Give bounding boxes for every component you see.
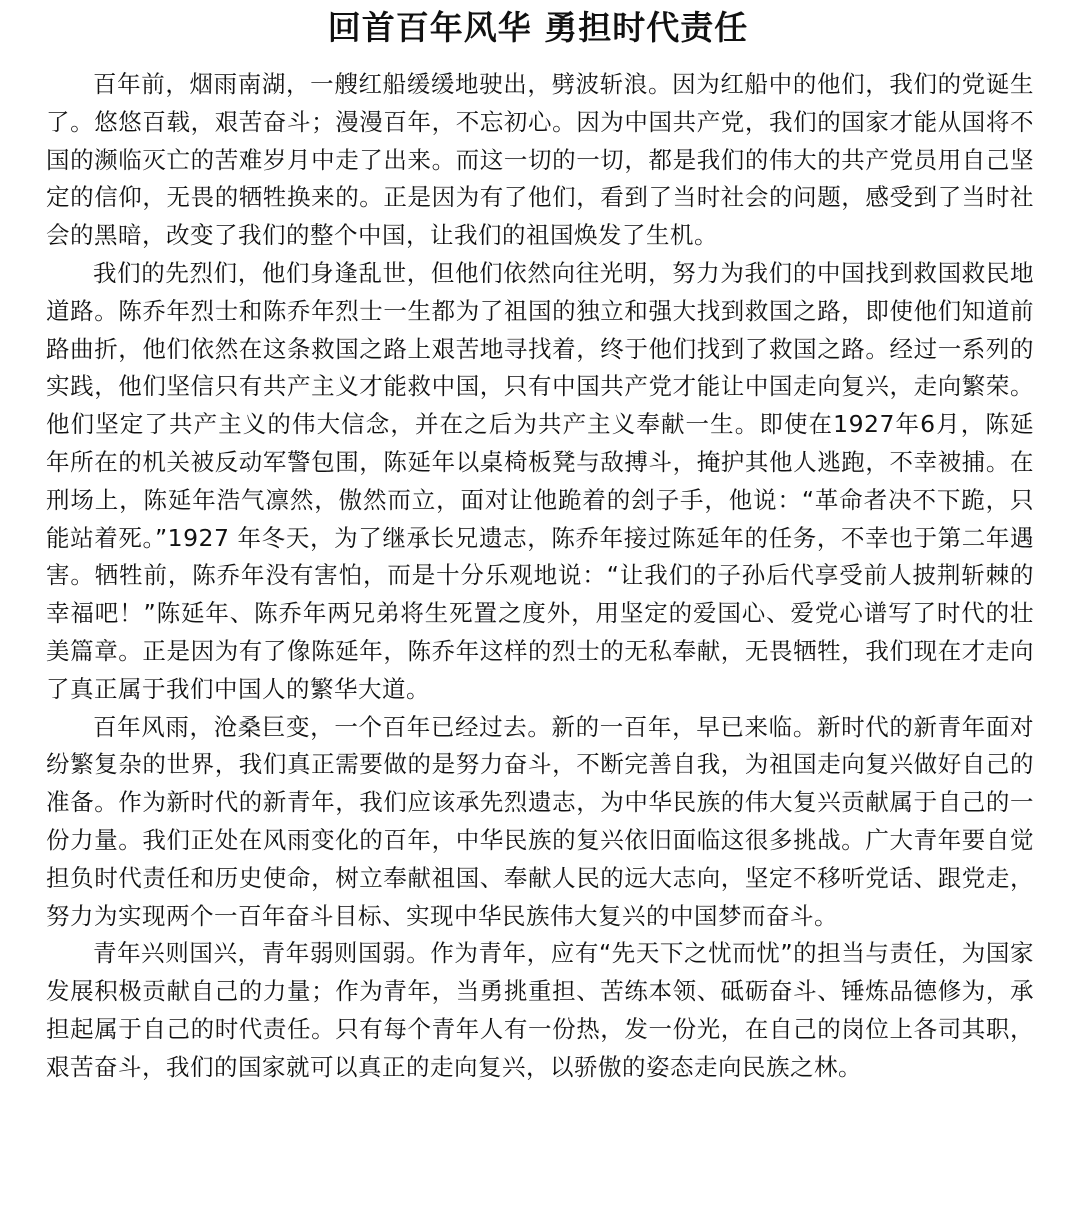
paragraph-1: 百年前，烟雨南湖，一艘红船缓缓地驶出，劈波斩浪。因为红船中的他们，我们的党诞生了。悠悠百载，艰苦奋斗；漫漫百年，不忘初心。因为中国共产党，我们的国家才能从国将不国的濒临灭亡的苦难岁月中走了出来。而这一切的一切，都是我们的伟大的共产党员用自己坚定的信仰，无畏的牺牲换来的。正是因为有了他们，看到了当时社会的问题，感受到了当时社会的黑暗，改变了我们的整个中国，让我们的祖国焕发了生机。 (46, 70, 1034, 250)
paragraph-3: 百年风雨，沧桑巨变，一个百年已经过去。新的一百年，早已来临。新时代的新青年面对纷繁复杂的世界，我们真正需要做的是努力奋斗，不断完善自我，为祖国走向复兴做好自己的准备。作为新时代的新青年，我们应该承先烈遗志，为中华民族的伟大复兴贡献属于自己的一份力量。我们正处在风雨变化的百年，中华民族的复兴依旧面临这很多挑战。广大青年要自觉担负时代责任和历史使命，树立奉献祖国、奉献人民的远大志向，坚定不移听党话、跟党走，努力为实现两个一百年奋斗目标、实现中华民族伟大复兴的中国梦而奋斗。 (46, 712, 1034, 930)
paragraph-2: 我们的先烈们，他们身逢乱世，但他们依然向往光明，努力为我们的中国找到救国救民地道路。陈乔年烈士和陈乔年烈士一生都为了祖国的独立和强大找到救国之路，即使他们知道前路曲折，他们依然在这条救国之路上艰苦地寻找着，终于他们找到了救国之路。经过一系列的实践，他们坚信只有共产主义才能救中国，只有中国共产党才能让中国走向复兴，走向繁荣。他们坚定了共产主义的伟大信念，并在之后为共产主义奉献一生。即使在1927年6月，陈延年所在的机关被反动军警包围，陈延年以桌椅板凳与敌搏斗，掩护其他人逃跑，不幸被捕。在刑场上，陈延年浩气凛然，傲然而立，面对让他跪着的刽子手，他说：“革命者决不下跪，只能站着死。”1927 年冬天，为了继承长兄遗志，陈乔年接过陈延年的任务，不幸也于第二年遇害。牺牲前，陈乔年没有害怕，而是十分乐观地说：“让我们的子孙后代享受前人披荆斩棘的幸福吧！”陈延年、陈乔年两兄弟将生死置之度外，用坚定的爱国心、爱党心谱写了时代的壮美篇章。正是因为有了像陈延年，陈乔年这样的烈士的无私奉献，无畏牺牲，我们现在才走向了真正属于我们中国人的繁华大道。 (46, 258, 1034, 703)
essay-body (46, 66, 1034, 1087)
page-title: 回首百年风华 勇担时代责任 (327, 8, 749, 47)
paragraph-4: 青年兴则国兴，青年弱则国弱。作为青年，应有“先天下之忧而忧”的担当与责任，为国家发展积极贡献自己的力量；作为青年，当勇挑重担、苦练本领、砥砺奋斗、锤炼品德修为，承担起属于自己的时代责任。只有每个青年人有一份热，发一份光，在自己的岗位上各司其职，艰苦奋斗，我们的国家就可以真正的走向复兴，以骄傲的姿态走向民族之林。 (46, 939, 1034, 1081)
